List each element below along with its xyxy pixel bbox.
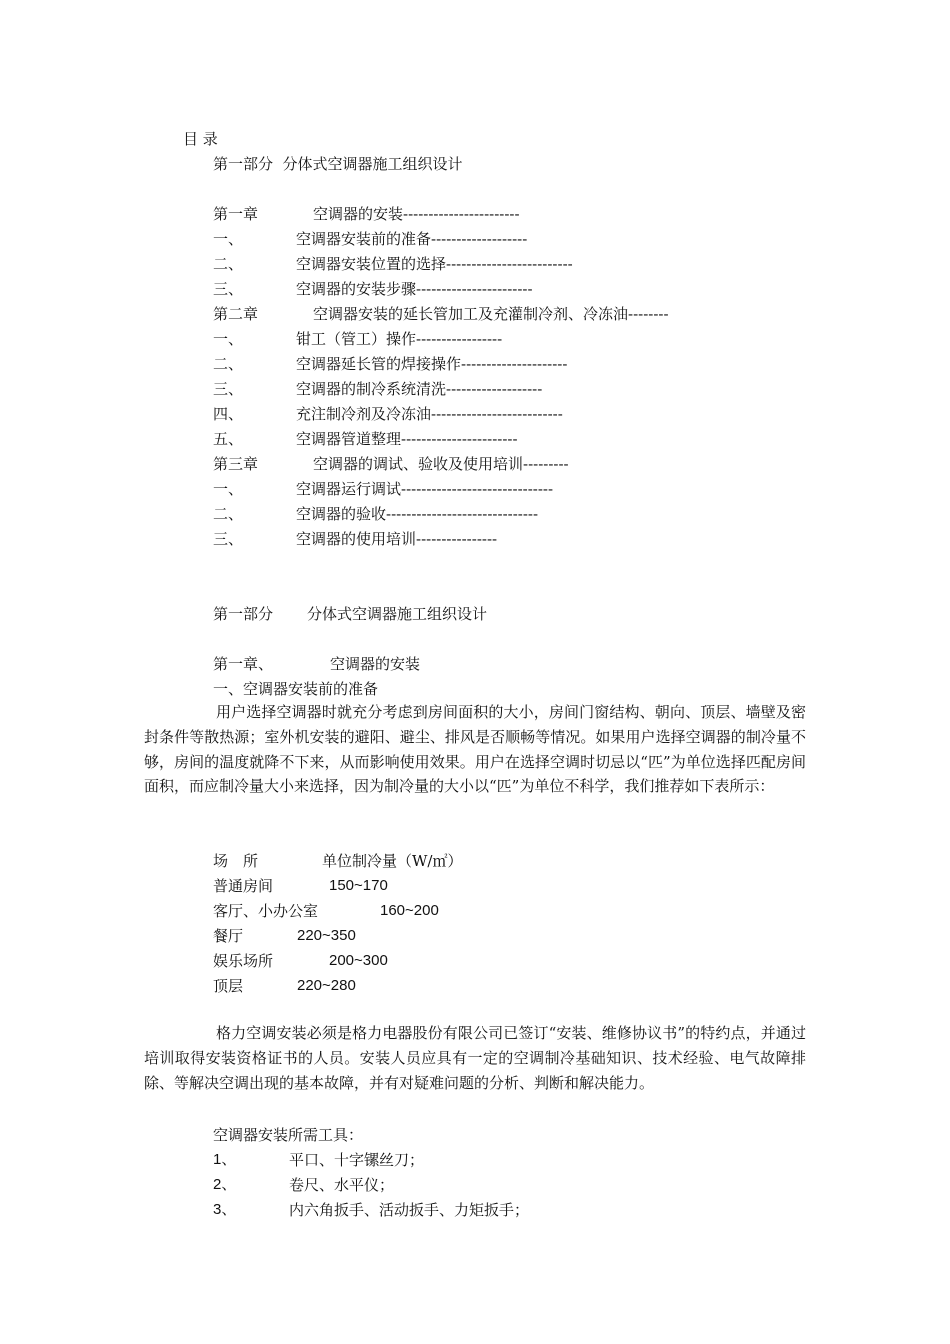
table-cell-place: 餐厅 — [213, 927, 244, 945]
table-header-place: 场 所 — [213, 852, 259, 870]
toc-entry-text: 空调器的调试、验收及使用培训--------- — [313, 455, 569, 473]
tool-item-num: 3、 — [213, 1201, 237, 1218]
toc-entry-num: 二、 — [213, 255, 244, 273]
toc-entry-num: 三、 — [213, 530, 244, 548]
toc-entry-text: 空调器的使用培训---------------- — [296, 530, 498, 548]
intro-paragraph: 用户选择空调器时就充分考虑到房间面积的大小，房间门窗结构、朝向、顶层、墙壁及密封条件等散热源；室外机安装的避阳、避尘、排风是否顺畅等情况。如果用户选择空调器的制冷量不够，房间的温度就降不下来，从而影响使用效果。用户在选择空调时切忌以“匹”为单位选择匹配房间面积，而应制冷量大小来选择，因为制冷量的大小以“匹”为单位不科学，我们推荐如下表所示： — [144, 703, 806, 796]
toc-entry-text: 充注制冷剂及冷冻油-------------------------- — [296, 405, 563, 423]
toc-entry-num: 五、 — [213, 430, 244, 448]
toc-entry-num: 三、 — [213, 380, 244, 398]
toc-entry-text: 空调器安装位置的选择------------------------- — [296, 255, 573, 273]
part-label: 第一部分 — [213, 605, 274, 623]
tool-item-text: 卷尺、水平仪； — [289, 1176, 395, 1194]
chapter-label: 第一章、 — [213, 655, 274, 673]
toc-entry-num: 四、 — [213, 405, 244, 423]
table-cell-place: 客厅、小办公室 — [213, 902, 319, 920]
table-cell-place: 顶层 — [213, 977, 244, 995]
table-cell-value: 200~300 — [329, 952, 388, 969]
table-cell-value: 220~350 — [297, 927, 356, 944]
part-title: 分体式空调器施工组织设计 — [307, 605, 488, 623]
toc-entry-text: 空调器安装前的准备------------------- — [296, 230, 528, 248]
toc-entry-num: 一、 — [213, 480, 244, 498]
table-cell-value: 220~280 — [297, 977, 356, 994]
toc-entry-text: 空调器的安装----------------------- — [313, 205, 520, 223]
tool-item-text: 内六角扳手、活动扳手、力矩扳手； — [289, 1201, 530, 1219]
toc-entry-text: 空调器延长管的焊接操作--------------------- — [296, 355, 568, 373]
toc-entry-num: 第二章 — [213, 305, 259, 323]
toc-heading: 目 录 — [183, 130, 218, 148]
toc-entry-num: 三、 — [213, 280, 244, 298]
table-cell-value: 160~200 — [380, 902, 439, 919]
requirements-paragraph: 格力空调安装必须是格力电器股份有限公司已签订“安装、维修协议书”的特约点，并通过培训取得安装资格证书的人员。安装人员应具有一定的空调制冷基础知识、技术经验、电气故障排除、等解决空调出现的基本故障，并有对疑难问题的分析、判断和解决能力。 — [144, 1024, 806, 1092]
toc-entry-text: 空调器的验收------------------------------ — [296, 505, 539, 523]
toc-entry-text: 空调器安装的延长管加工及充灌制冷剂、冷冻油-------- — [313, 305, 669, 323]
toc-entry-text: 空调器的制冷系统清洗------------------- — [296, 380, 543, 398]
toc-entry-text: 空调器管道整理----------------------- — [296, 430, 518, 448]
toc-entry-text: 空调器的安装步骤----------------------- — [296, 280, 533, 298]
chapter-title: 空调器的安装 — [330, 655, 421, 673]
tool-item-text: 平口、十字镙丝刀； — [289, 1151, 425, 1169]
tool-item-num: 2、 — [213, 1176, 237, 1193]
tools-heading: 空调器安装所需工具： — [213, 1126, 364, 1144]
toc-entry-num: 二、 — [213, 355, 244, 373]
section-heading: 一、空调器安装前的准备 — [213, 680, 379, 698]
toc-entry-text: 钳工（管工）操作----------------- — [296, 330, 503, 348]
toc-entry-text: 空调器运行调试------------------------------ — [296, 480, 554, 498]
table-cell-place: 普通房间 — [213, 877, 274, 895]
toc-entry-num: 一、 — [213, 330, 244, 348]
toc-entry-num: 一、 — [213, 230, 244, 248]
toc-entry-num: 第一章 — [213, 205, 259, 223]
toc-part-title: 第一部分 分体式空调器施工组织设计 — [213, 155, 463, 173]
toc-entry-num: 二、 — [213, 505, 244, 523]
table-cell-value: 150~170 — [329, 877, 388, 894]
tool-item-num: 1、 — [213, 1151, 237, 1168]
table-cell-place: 娱乐场所 — [213, 952, 274, 970]
toc-entry-num: 第三章 — [213, 455, 259, 473]
table-header-capacity: 单位制冷量（W/㎡） — [322, 852, 463, 870]
